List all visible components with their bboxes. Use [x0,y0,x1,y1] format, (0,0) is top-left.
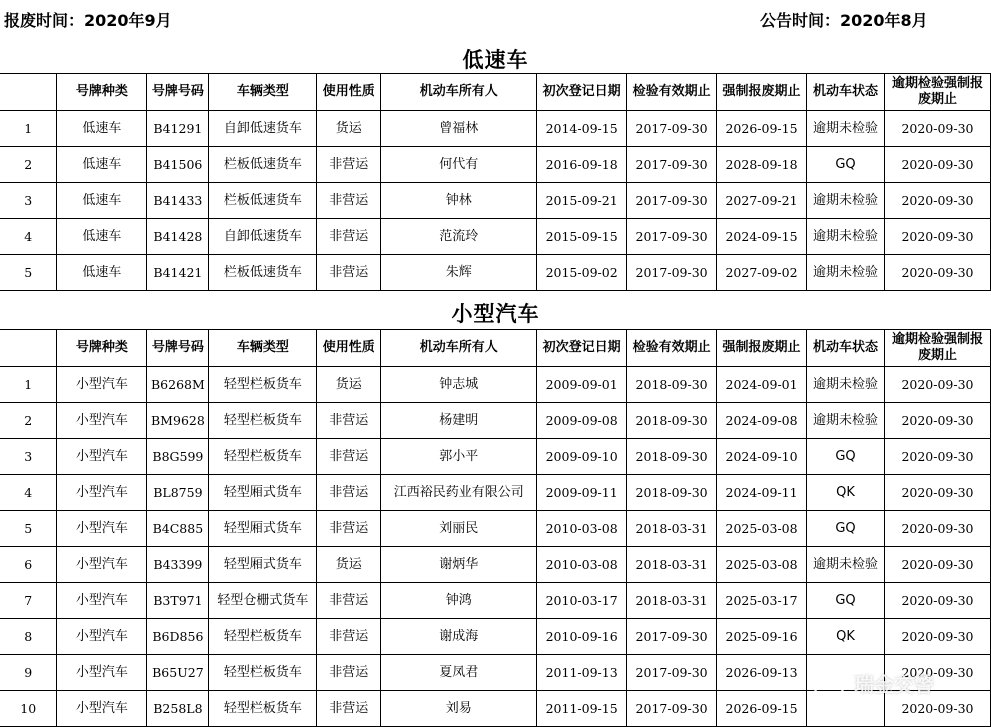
table-cell: 货运 [317,547,381,583]
table-cell: 2018-09-30 [627,367,717,403]
table-cell: B258L8 [147,691,209,727]
table-cell: 8 [0,619,57,655]
notice-time: 公告时间：2020年8月 [760,11,928,30]
table-cell: 2017-09-30 [627,111,717,147]
table-cell: 2017-09-30 [627,255,717,291]
table-cell: 非营运 [317,183,381,219]
table-cell: 2018-03-31 [627,583,717,619]
table-cell: 小型汽车 [57,583,147,619]
table-cell: 轻型栏板货车 [209,367,317,403]
table-row [0,403,991,439]
table-cell: GQ [807,511,885,547]
table-row [0,111,991,147]
column-header: 号牌号码 [147,330,209,367]
table-cell: B41428 [147,219,209,255]
column-header: 机动车状态 [807,330,885,367]
table-cell: 非营运 [317,255,381,291]
column-header: 逾期检验强制报废期止 [884,330,990,367]
table-cell: 2020-09-30 [884,475,990,511]
table-cell: 1 [0,111,57,147]
table-cell: QK [807,619,885,655]
table-cell: GQ [807,147,885,183]
table-cell: 2020-09-30 [884,583,990,619]
table-cell: 2016-09-18 [537,147,627,183]
table-cell: 2009-09-11 [537,475,627,511]
table-cell: 2009-09-10 [537,439,627,475]
table-cell: 栏板低速货车 [209,255,317,291]
table-cell: 2024-09-08 [717,403,807,439]
table-cell: 小型汽车 [57,655,147,691]
table-cell: 2018-09-30 [627,475,717,511]
table-cell: 2028-09-18 [717,147,807,183]
table-cell: 逾期未检验 [807,183,885,219]
table-cell: B41421 [147,255,209,291]
column-header: 强制报废期止 [717,74,807,111]
table-cell: 2024-09-11 [717,475,807,511]
table-cell: 2015-09-02 [537,255,627,291]
table-row [0,183,991,219]
table-cell: 2009-09-01 [537,367,627,403]
table-cell: 2020-09-30 [884,547,990,583]
table-cell: 2020-09-30 [884,511,990,547]
table-cell: 2018-09-30 [627,439,717,475]
table-cell: 2025-03-17 [717,583,807,619]
table-cell: 逾期未检验 [807,403,885,439]
table-cell: 2011-09-13 [537,655,627,691]
table-cell: 轻型栏板货车 [209,691,317,727]
table-cell: 2026-09-15 [717,691,807,727]
table-cell: 2010-03-08 [537,511,627,547]
table-cell: 2020-09-30 [884,439,990,475]
table-cell: 自卸低速货车 [209,111,317,147]
table-cell: 非营运 [317,655,381,691]
table-row [0,147,991,183]
table-cell: 低速车 [57,219,147,255]
table-row [0,619,991,655]
table-cell: 2011-09-15 [537,691,627,727]
table-cell: 非营运 [317,583,381,619]
table-cell: 轻型栏板货车 [209,655,317,691]
table-row [0,583,991,619]
table-cell: 货运 [317,367,381,403]
scrap-time: 报废时间：2020年9月 [4,11,172,30]
table-cell: 逾期未检验 [807,255,885,291]
table-cell: 2017-09-30 [627,655,717,691]
table-cell: B6268M [147,367,209,403]
table-cell: 3 [0,183,57,219]
table-cell: 2010-09-16 [537,619,627,655]
column-header: 逾期检验强制报废期止 [884,74,990,111]
table-cell: 栏板低速货车 [209,183,317,219]
table-cell: 2009-09-08 [537,403,627,439]
column-header: 初次登记日期 [537,74,627,111]
table-cell: 非营运 [317,475,381,511]
table-cell: 小型汽车 [57,547,147,583]
table-cell: 2017-09-30 [627,147,717,183]
report-header [0,0,991,40]
table-cell: BL8759 [147,475,209,511]
table-cell: 2024-09-01 [717,367,807,403]
header-row [0,330,991,367]
table-cell: 9 [0,655,57,691]
table-cell: 自卸低速货车 [209,219,317,255]
section-title-low-speed: 低速车 [462,48,529,72]
table-cell: 非营运 [317,439,381,475]
table-cell: 2017-09-30 [627,619,717,655]
table-cell: 货运 [317,111,381,147]
table-cell: 逾期未检验 [807,547,885,583]
column-header: 机动车所有人 [381,74,537,111]
table-cell: 非营运 [317,219,381,255]
wechat-icon [812,668,846,698]
table-cell: 轻型厢式货车 [209,475,317,511]
table-cell: 1 [0,367,57,403]
table-cell: B41291 [147,111,209,147]
section-title-small-car: 小型汽车 [451,302,540,326]
table-cell: 2014-09-15 [537,111,627,147]
table-cell: 郭小平 [381,439,537,475]
table-cell: B8G599 [147,439,209,475]
table-cell: GQ [807,583,885,619]
column-header [0,74,57,111]
table-cell: 小型汽车 [57,475,147,511]
table-cell: 10 [0,691,57,727]
column-header: 使用性质 [317,74,381,111]
table-cell: BM9628 [147,403,209,439]
table-cell: 5 [0,511,57,547]
table-cell: B65U27 [147,655,209,691]
table-cell: 2020-09-30 [884,147,990,183]
column-header: 强制报废期止 [717,330,807,367]
table-cell: 轻型栏板货车 [209,439,317,475]
table-cell: 非营运 [317,147,381,183]
table-cell: 曾福林 [381,111,537,147]
table-cell: 2025-03-08 [717,511,807,547]
table-cell: 2020-09-30 [884,255,990,291]
table-cell: 2026-09-15 [717,111,807,147]
table-cell: 4 [0,219,57,255]
table-cell: 何代有 [381,147,537,183]
table-row [0,439,991,475]
table-cell: 2024-09-10 [717,439,807,475]
table-cell: 杨建明 [381,403,537,439]
table-cell: 逾期未检验 [807,219,885,255]
table-cell: 2027-09-21 [717,183,807,219]
table-cell: B6D856 [147,619,209,655]
column-header: 号牌种类 [57,74,147,111]
table-cell: 小型汽车 [57,691,147,727]
table-cell: 范流玲 [381,219,537,255]
table-cell: 2020-09-30 [884,655,990,691]
column-header: 号牌种类 [57,330,147,367]
table-cell: 低速车 [57,183,147,219]
table-cell: 轻型栏板货车 [209,619,317,655]
table-cell: 2020-09-30 [884,403,990,439]
table-cell: 2010-03-17 [537,583,627,619]
table-cell: 2020-09-30 [884,111,990,147]
table-cell: 刘丽民 [381,511,537,547]
low-speed-table [0,73,991,291]
table-cell: 夏凤君 [381,655,537,691]
table-cell: GQ [807,439,885,475]
table-cell: 钟林 [381,183,537,219]
table-row [0,367,991,403]
table-row [0,475,991,511]
table-cell: 轻型厢式货车 [209,511,317,547]
table-cell: 2020-09-30 [884,619,990,655]
column-header: 机动车状态 [807,74,885,111]
table-row [0,219,991,255]
table-cell: 非营运 [317,691,381,727]
table-cell: 2017-09-30 [627,691,717,727]
table-cell: 2020-09-30 [884,183,990,219]
table-cell: 2025-09-16 [717,619,807,655]
column-header [0,330,57,367]
table-row [0,255,991,291]
table-cell: 2015-09-15 [537,219,627,255]
table-cell: 2015-09-21 [537,183,627,219]
table-cell: 2 [0,147,57,183]
table-cell: 2025-03-08 [717,547,807,583]
table-cell: 轻型栏板货车 [209,403,317,439]
table-cell: 2017-09-30 [627,219,717,255]
table-row [0,547,991,583]
table-cell: 低速车 [57,111,147,147]
table-cell: 5 [0,255,57,291]
table-cell: 2027-09-02 [717,255,807,291]
column-header: 初次登记日期 [537,330,627,367]
watermark [812,668,987,702]
table-cell: QK [807,475,885,511]
table-cell: 非营运 [317,403,381,439]
table-cell: 2020-09-30 [884,691,990,727]
table-cell: 栏板低速货车 [209,147,317,183]
table-cell: 2020-09-30 [884,367,990,403]
table-cell: 轻型厢式货车 [209,547,317,583]
table-cell: 轻型仓栅式货车 [209,583,317,619]
table-cell: 钟志城 [381,367,537,403]
header-row [0,74,991,111]
watermark-text: 瑞金交警 [854,672,934,697]
table-cell: 钟鸿 [381,583,537,619]
table-cell: 2018-09-30 [627,403,717,439]
table-cell: 2024-09-15 [717,219,807,255]
table-row [0,511,991,547]
table-cell: B41506 [147,147,209,183]
column-header: 使用性质 [317,330,381,367]
table-cell: 逾期未检验 [807,367,885,403]
table-cell: 6 [0,547,57,583]
table-cell: 小型汽车 [57,619,147,655]
column-header: 车辆类型 [209,330,317,367]
table-cell: 江西裕民药业有限公司 [381,475,537,511]
table-cell: 低速车 [57,147,147,183]
table-cell: 2017-09-30 [627,183,717,219]
table-cell: B4C885 [147,511,209,547]
column-header: 机动车所有人 [381,330,537,367]
table-cell: 2018-03-31 [627,511,717,547]
table-cell: 刘易 [381,691,537,727]
column-header: 检验有效期止 [627,74,717,111]
table-cell: 小型汽车 [57,511,147,547]
table-cell: 非营运 [317,511,381,547]
table-cell: 低速车 [57,255,147,291]
table-cell: 小型汽车 [57,367,147,403]
table-cell: 2018-03-31 [627,547,717,583]
column-header: 号牌号码 [147,74,209,111]
table-cell: 谢炳华 [381,547,537,583]
table-cell: 非营运 [317,619,381,655]
table-cell: B41433 [147,183,209,219]
table-cell: 2026-09-13 [717,655,807,691]
column-header: 检验有效期止 [627,330,717,367]
table-cell: B3T971 [147,583,209,619]
table-cell: 朱辉 [381,255,537,291]
table-cell: 2 [0,403,57,439]
table-cell: 小型汽车 [57,439,147,475]
table-cell: 7 [0,583,57,619]
table-cell: 2010-03-08 [537,547,627,583]
table-cell: 谢成海 [381,619,537,655]
table-cell: 4 [0,475,57,511]
table-cell: B43399 [147,547,209,583]
table-cell: 2020-09-30 [884,219,990,255]
table-cell: 逾期未检验 [807,111,885,147]
column-header: 车辆类型 [209,74,317,111]
table-cell: 3 [0,439,57,475]
table-cell: 小型汽车 [57,403,147,439]
